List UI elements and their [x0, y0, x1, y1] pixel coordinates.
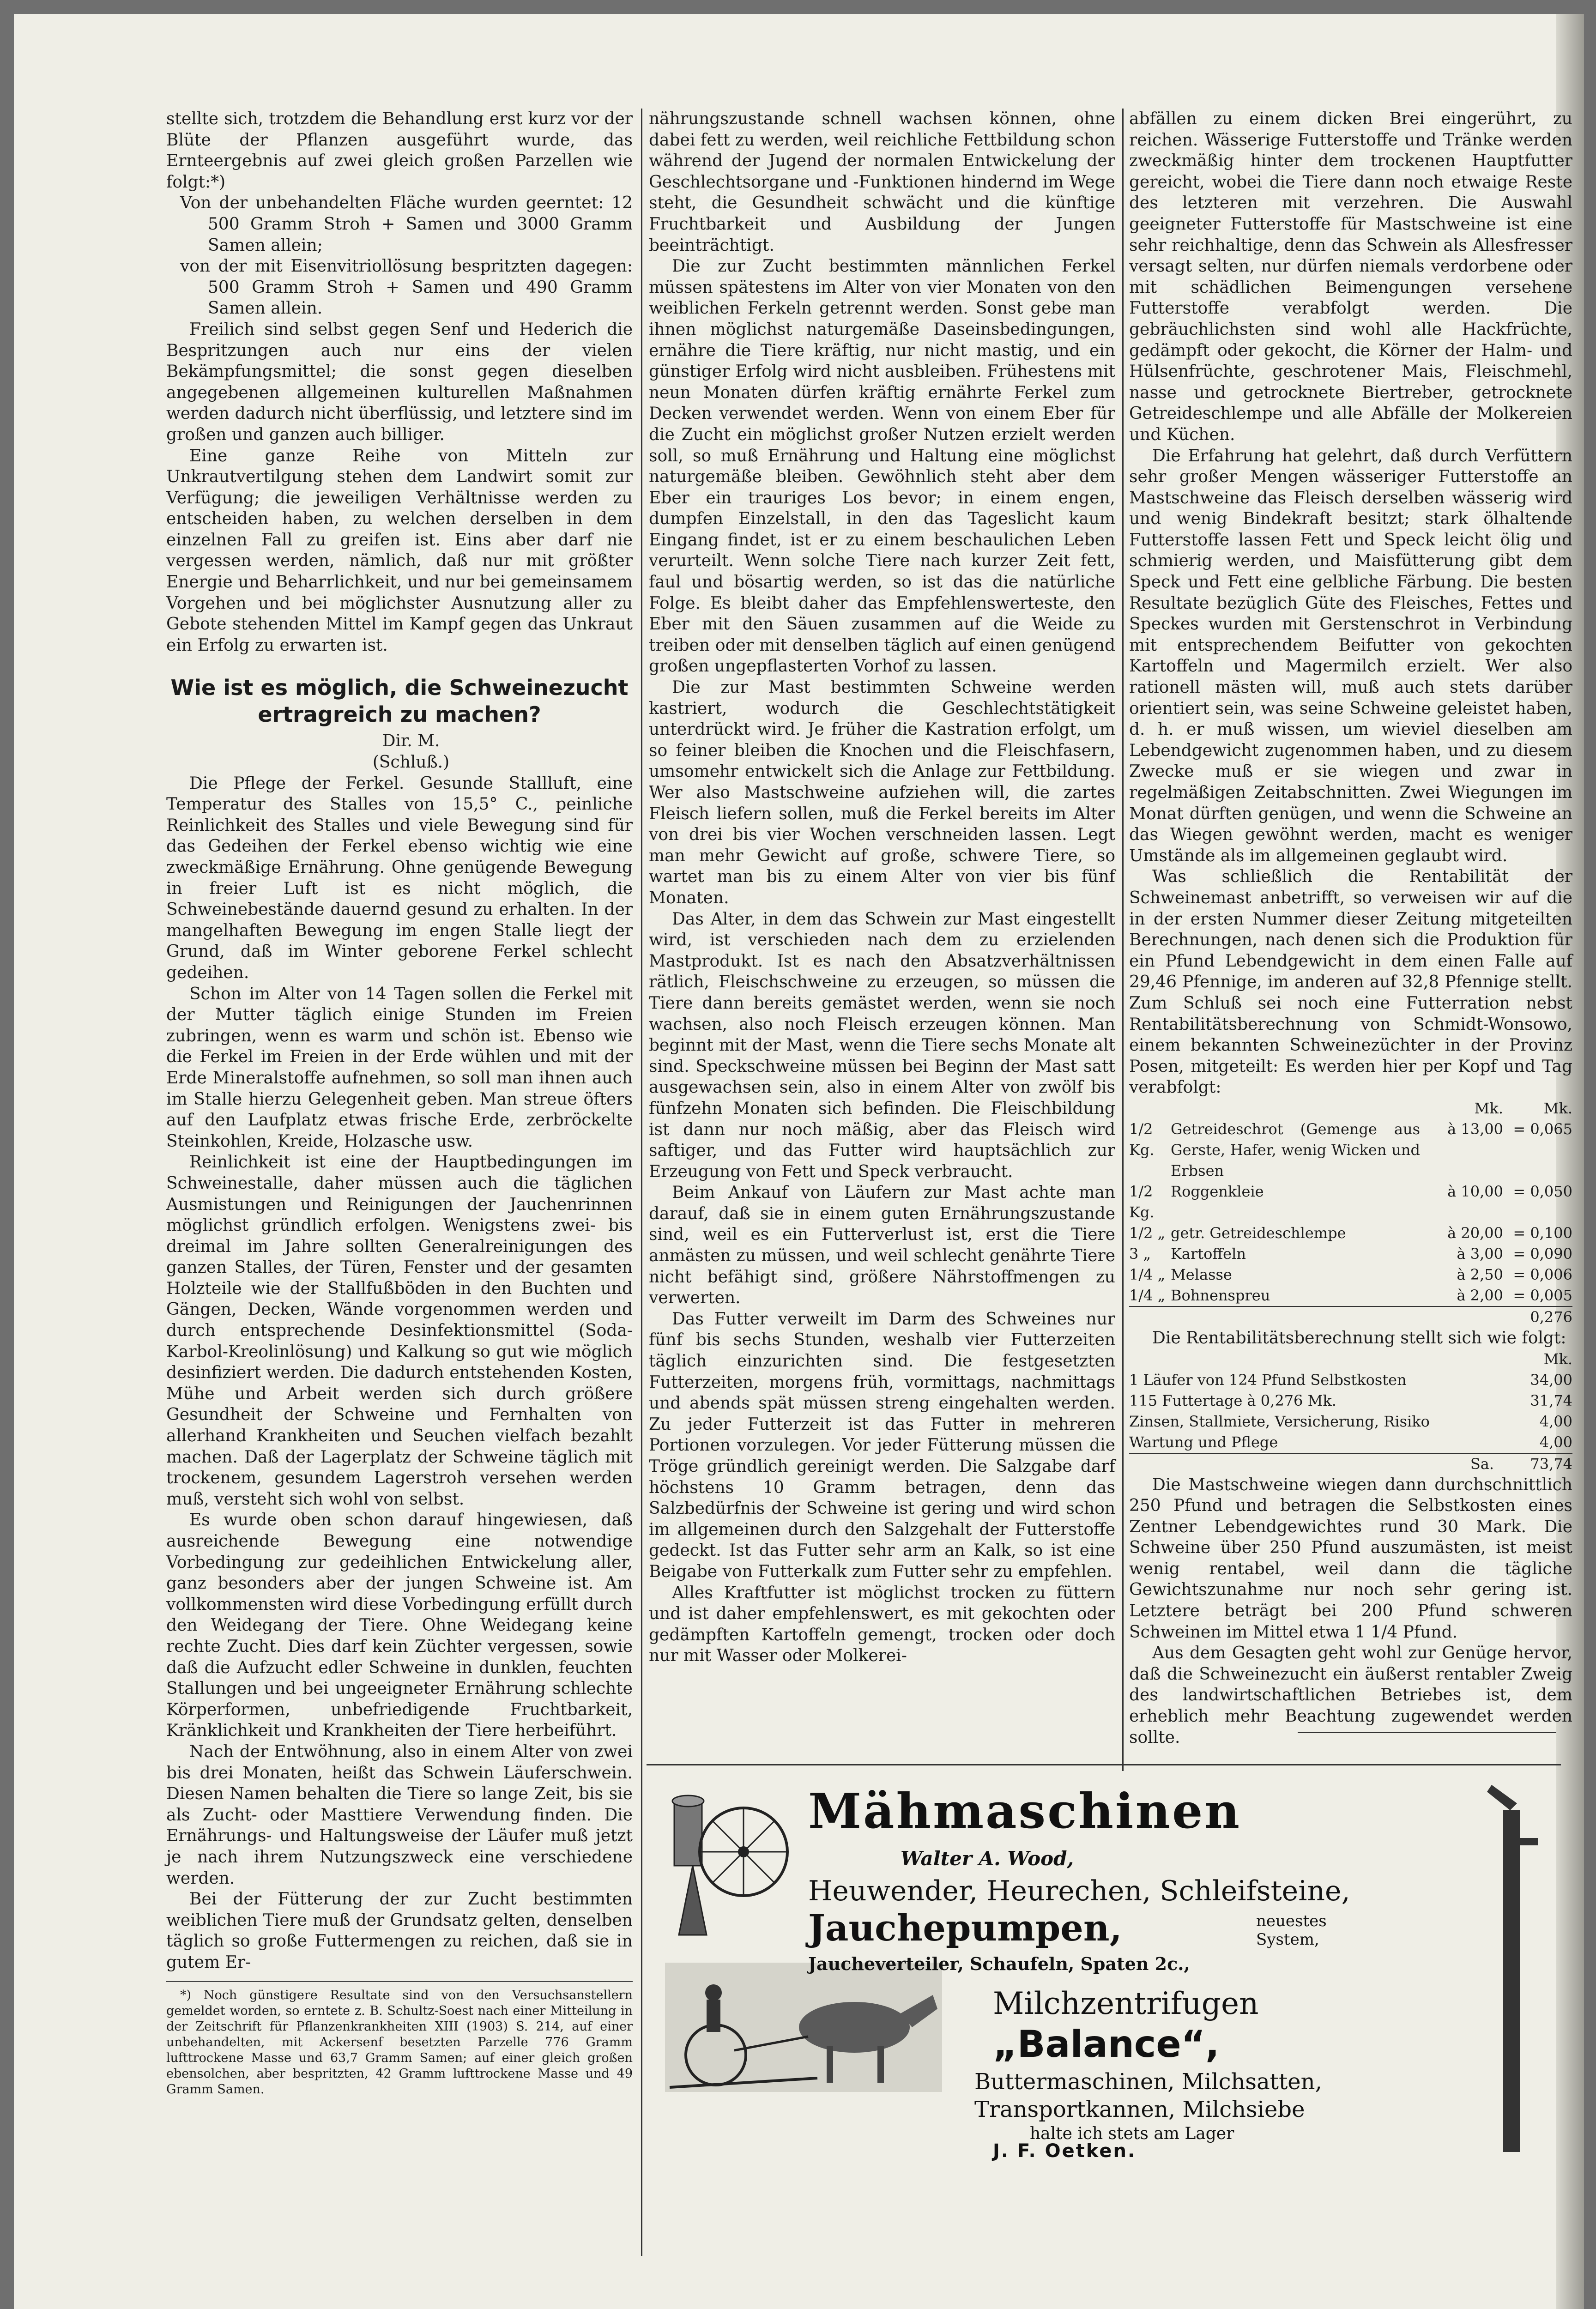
item-cell: Roggenkleie [1171, 1182, 1264, 1200]
total-label: Sa. [1470, 1455, 1494, 1473]
table-row [1129, 1244, 1572, 1264]
ad-line: Heuwender, Heurechen, Schleifsteine, [808, 1875, 1350, 1907]
pump-engraving-icon [1482, 1783, 1542, 2152]
item-cell: Melasse [1171, 1265, 1232, 1283]
table-header: Mk. [1543, 1099, 1572, 1117]
value-cell: 4,00 [1539, 1433, 1572, 1451]
section-divider [1298, 1732, 1556, 1733]
rate-cell: à 20,00 [1447, 1224, 1503, 1242]
table-row [1129, 1432, 1572, 1453]
advertisement [660, 1783, 1552, 2161]
author-line: Dir. M. [382, 731, 440, 751]
ad-title: Mähmaschinen [808, 1783, 1241, 1839]
rate-cell: à 3,00 [1457, 1245, 1503, 1263]
value-cell: = 0,006 [1513, 1265, 1572, 1283]
firm-name: J. F. Oetken. [993, 2140, 1137, 2162]
paragraph: Eine ganze Reihe von Mitteln zur Unkrautvertilgung stehen dem Landwirt somit zur Verfügung; die jeweiligen Verhältnisse werden zu entscheiden haben, zu welchen derselben in dem einzelnen Fall zu greifen ist. Eins aber darf nie vergessen werden, nämlich, daß nur mit größter Energie und Beharrlichkeit, und nur bei gemeinsamem Vorgehen und bei möglichster Ausnutzung aller zu Gebote stehenden Mittel im Kampf gegen das Unkraut ein Erfolg zu erwarten ist. [166, 446, 633, 655]
ad-line: Jauchepumpen, [808, 1907, 1122, 1949]
table-header: Mk. [1474, 1099, 1503, 1117]
item-cell: 1 Läufer von 124 Pfund Selbstkosten [1129, 1371, 1407, 1389]
table-row [1129, 1370, 1572, 1390]
rate-cell: à 10,00 [1447, 1182, 1503, 1200]
item-cell: Kartoffeln [1171, 1245, 1246, 1263]
paragraph: abfällen zu einem dicken Brei eingerührt, zu reichen. Wässerige Futterstoffe und Tränke werden zweckmäßig hinter dem trockenen Hauptfutter gereicht, wobei die Tiere dann noch etwaige Reste des letzteren mit verzehren. Die Auswahl geeigneter Futterstoffe für Mastschweine ist eine sehr reichhaltige, denn das Schwein als Allesfresser versagt selten, nur dürfen niemals verdorbene oder mit schädlichen Beimengungen versehene Futterstoffe verabfolgt werden. Die gebräuchlichsten sind wohl alle Hackfrüchte, gedämpft oder gekocht, die Körner der Halm- und Hülsenfrüchte, geschrotener Mais, Fleischmehl, nasse und getrocknete Biertreber, getrocknete Getreideschlempe und alle Abfälle der Molkereien und Küchen. [1129, 109, 1572, 444]
paragraph: Alles Kraftfutter ist möglichst trocken zu füttern und ist daher empfehlenswert, es mit gekochten oder gedämpften Kartoffeln gemengt, trocken oder doch nur mit Wasser oder Molkerei- [649, 1583, 1115, 1666]
value-cell: = 0,100 [1513, 1224, 1572, 1242]
section-divider [647, 1764, 1561, 1765]
paragraph: Beim Ankauf von Läufern zur Mast achte man darauf, daß sie in einem guten Ernährungszustande sind, weil es ein Futterverlust ist, erst die Tiere anmästen zu müssen, und weil schlecht genährte Tiere nicht befähigt sind, größere Nährstoffmengen zu verwerten. [649, 1183, 1115, 1308]
paragraph: von der mit Eisenvitriollösung bespritzten dagegen: 500 Gramm Stroh + Samen und 490 Gramm Samen allein. [180, 257, 633, 318]
column-rule [1122, 109, 1124, 1771]
paragraph: nährungszustande schnell wachsen können, ohne dabei fett zu werden, weil reichliche Fettbildung schon während der Jugend der normalen Entwickelung der Geschlechtsorgane und -Funktionen hindernd im Wege steht, die Gesundheit schwächt und die künftige Fruchtbarkeit und Ausbildung der Jungen beeinträchtigt. [649, 109, 1115, 255]
rate-cell: à 2,00 [1457, 1286, 1503, 1304]
quantity-cell: 1/2 „ [1129, 1224, 1166, 1242]
profitability-table [1129, 1349, 1572, 1475]
paragraph: Das Futter verweilt im Darm des Schweines nur fünf bis sechs Stunden, weshalb vier Futterzeiten täglich einzurichten sind. Die festgesetzten Futterzeiten, morgens früh, vormittags, nachmittags und abends spät müssen streng eingehalten werden. Zu jeder Futterzeit ist das Futter in mehreren Portionen vorzulegen. Vor jeder Fütterung müssen die Tröge gründlich gereinigt werden. Die Salzgabe darf höchstens 10 Gramm betragen, denn das Salzbedürfnis der Schweine ist gering und wird schon im allgemeinen durch den Salzgehalt der Futterstoffe gedeckt. Ist das Futter sehr arm an Kalk, so ist eine Beigabe von Futterkalk zum Futter sehr zu empfehlen. [649, 1309, 1115, 1581]
ad-line: halte ich stets am Lager [1030, 2124, 1234, 2143]
ad-line: Buttermaschinen, Milchsatten, [974, 2069, 1322, 2095]
quantity-cell: 1/2 Kg. [1129, 1182, 1155, 1221]
conclusion-note: (Schluß.) [372, 753, 450, 772]
table-row [1129, 1119, 1572, 1181]
column-1 [166, 109, 633, 2256]
item-cell: Getreideschrot (Gemenge aus Gerste, Hafer, wenig Wicken und Erbsen [1171, 1120, 1420, 1179]
table-row [1129, 1264, 1572, 1285]
newspaper-page [14, 14, 1584, 2309]
value-cell: = 0,050 [1513, 1182, 1572, 1200]
value-cell: 31,74 [1530, 1391, 1572, 1409]
paragraph: Die Rentabilitätsberechnung stellt sich wie folgt: [1152, 1328, 1566, 1348]
article-heading: Wie ist es möglich, die Schweinezucht ertragreich zu machen? [170, 675, 629, 727]
paragraph: Die zur Zucht bestimmten männlichen Ferkel müssen spätestens im Alter von vier Monaten von den weiblichen Ferkeln getrennt werden. Sonst gebe man ihnen möglichst naturgemäße Daseinsbedingungen, ernähre die Tiere kräftig, nur nicht mastig, und ein günstiger Erfolg wird nicht ausbleiben. Frühestens mit neun Monaten dürfen kräftig ernährte Ferkel zum Decken verwendet werden. Wenn von einem Eber für die Zucht ein möglichst großer Nutzen erzielt werden soll, so muß Ernährung und Haltung eine möglichst naturgemäße bleiben. Gewöhnlich steht aber dem Eber ein trauriges Los bevor; in einem engen, dumpfen Einzelstall, in den das Tageslicht kaum Eingang findet, ist er zu einem beschaulichen Leben verurteilt. Wenn solche Tiere nach kurzer Zeit fett, faul und bösartig werden, so ist das die natürliche Folge. Es bleibt daher das Empfehlenswerteste, den Eber mit den Säuen zusammen auf die Weide zu treiben oder mit denselben täglich auf einen genügend großen ungepflasterten Vorhof zu lassen. [649, 257, 1115, 676]
value-cell: = 0,065 [1513, 1120, 1572, 1138]
paragraph: Die zur Mast bestimmten Schweine werden kastriert, wodurch die Geschlechtstätigkeit unterdrückt wird. Je früher die Kastration erfolgt, um so feiner bleiben die Knochen und die Fleischfasern, umsomehr entwickelt sich die Anlage zur Fettbildung. Wer also Mastschweine aufziehen will, die zartes Fleisch liefern sollen, muß die Ferkel bereits im Alter von drei bis vier Wochen verschneiden lassen. Legt man mehr Gewicht auf große, schwere Tiere, so wartet man bis zu einem Alter von vier bis fünf Monaten. [649, 678, 1115, 907]
value-cell: 4,00 [1539, 1412, 1572, 1430]
paragraph: stellte sich, trotzdem die Behandlung erst kurz vor der Blüte der Pflanzen ausgeführt wurde, das Ernteergebnis auf zwei gleich großen Parzellen wie folgt:*) [166, 109, 633, 192]
ad-line: neuestes System, [1256, 1912, 1327, 1949]
column-rule [641, 109, 642, 2256]
quantity-cell: 1/4 „ [1129, 1286, 1166, 1304]
column-3 [1129, 109, 1572, 1747]
item-cell: Bohnenspreu [1171, 1286, 1270, 1304]
paragraph: Die Mastschweine wiegen dann durchschnittlich 250 Pfund und betragen die Selbstkosten eines Zentner Lebendgewichtes rund 30 Mark. Die Schweine über 250 Pfund auszumästen, ist meist wenig rentabel, weil dann die tägliche Gewichtszunahme nur noch sehr gering ist. Letztere beträgt bei 200 Pfund schweren Schweinen im Mittel etwa 1 1/4 Pfund. [1129, 1475, 1572, 1642]
footnote [166, 1981, 633, 2097]
paragraph: Die Pflege der Ferkel. Gesunde Stallluft, eine Temperatur des Stalles von 15,5° C., peinliche Reinlichkeit des Stalles und viele Bewegung sind für das Gedeihen der Ferkel ebenso wichtig wie eine zweckmäßige Ernährung. Ohne genügende Bewegung in freier Luft ist es nicht möglich, die Schweinebestände dauernd gesund zu erhalten. In der mangelhaften Bewegung im engen Stalle liegt der Grund, daß im Winter geborene Ferkel schlecht gedeihen. [166, 774, 633, 982]
table-row [1129, 1411, 1572, 1432]
ad-line: Milchzentrifugen [993, 1986, 1259, 2021]
rate-cell: à 13,00 [1447, 1120, 1503, 1138]
value-cell: 34,00 [1530, 1371, 1572, 1389]
paragraph: Es wurde oben schon darauf hingewiesen, daß ausreichende Bewegung eine notwendige Vorbedingung zur gedeihlichen Entwickelung aller, ganz besonders aber der jungen Schweine ist. Am vollkommensten wird diese Vorbedingung erfüllt durch den Weidegang der Tiere. Ohne Weidegang keine rechte Zucht. Dies darf kein Züchter vergessen, sowie daß die Aufzucht edler Schweine in dunklen, feuchten Stallungen und bei ungeeigneter Ernährung schlechte Körperformen, unbefriedigende Fruchtbarkeit, Kränklichkeit und Krankheiten der Tiere herbeiführt. [166, 1511, 633, 1741]
paragraph: Bei der Fütterung der zur Zucht bestimmten weiblichen Tiere muß der Grundsatz gelten, denselben täglich so große Futtermengen zu reichen, daß sie in gutem Er- [166, 1890, 633, 1972]
item-cell: 115 Futtertage à 0,276 Mk. [1129, 1391, 1336, 1409]
value-cell: = 0,005 [1513, 1286, 1572, 1304]
table-row [1129, 1181, 1572, 1223]
paragraph: Von der unbehandelten Fläche wurden geerntet: 12 500 Gramm Stroh + Samen und 3000 Gramm Samen allein; [180, 193, 633, 255]
table-total: 0,276 [1129, 1306, 1572, 1328]
ad-line: Walter A. Wood, [901, 1847, 1074, 1870]
item-cell: Zinsen, Stallmiete, Versicherung, Risiko [1129, 1412, 1430, 1430]
paragraph: Schon im Alter von 14 Tagen sollen die Ferkel mit der Mutter täglich einige Stunden im Freien zubringen, wenn es warm und schön ist. Ebenso wie die Ferkel im Freien in der Erde wühlen und mit der Erde Mineralstoffe aufnehmen, so soll man ihnen auch im Stalle hierzu Gelegenheit geben. Man streue öfters auf den Laufplatz etwas frische Erde, zerbröckelte Steinkohlen, Kreide, Holzasche usw. [166, 984, 633, 1151]
column-2 [649, 109, 1115, 1771]
item-cell: getr. Getreideschlempe [1171, 1224, 1346, 1242]
rate-cell: à 2,50 [1457, 1265, 1503, 1283]
horse-mower-engraving-icon [660, 1958, 947, 2097]
feed-ration-table [1129, 1098, 1572, 1328]
table-total: 73,74 [1530, 1455, 1572, 1473]
ad-line: Jaucheverteiler, Schaufeln, Spaten 2c., [808, 1953, 1190, 1974]
paragraph: Freilich sind selbst gegen Senf und Hederich die Bespritzungen auch nur eins der vielen Bekämpfungsmittel; die sonst gegen dieselben angegebenen allgemeinen kulturellen Maßnahmen werden dadurch nicht überflüssig, und letztere sind im großen und ganzen auch billiger. [166, 320, 633, 444]
footnote-text: *) Noch günstigere Resultate sind von den Versuchsanstellern gemeldet worden, so erntete z. B. Schultz-Soest nach einer Mitteilung in der Zeitschrift für Pflanzenkrankheiten XIII (1903) S. 214, auf einer unbehandelten, mit Ackersenf besetzten Parzelle 776 Gramm lufttrockene Masse und 63,7 Gramm Samen; auf einer gleich großen ebensolchen, aber bespritzten, 42 Gramm lufttrockene Masse und 49 Gramm Samen. [166, 1988, 633, 2097]
value-cell: = 0,090 [1513, 1245, 1572, 1263]
table-header: Mk. [1543, 1350, 1572, 1368]
paragraph: Was schließlich die Rentabilität der Schweinemast anbetrifft, so verweisen wir auf die in der ersten Nummer dieser Zeitung mitgeteilten Berechnungen, nach denen sich die Produktion für ein Pfund Lebendgewicht in dem einen Falle auf 29,46 Pfennige, im anderen auf 32,8 Pfennige stellt. Zum Schluß sei noch eine Futterration nebst Rentabilitätsberechnung von Schmidt-Wonsowo, einem bekannten Schweinezüchter in der Provinz Posen, mitgeteilt: Es werden hier per Kopf und Tag verabfolgt: [1129, 867, 1572, 1097]
table-row [1129, 1223, 1572, 1244]
centrifuge-engraving-icon [660, 1783, 790, 1940]
ad-line: Transportkannen, Milchsiebe [974, 2097, 1305, 2122]
quantity-cell: 1/2 Kg. [1129, 1120, 1155, 1159]
ad-line: „Balance“, [993, 2023, 1220, 2066]
paragraph: Die Erfahrung hat gelehrt, daß durch Verfüttern sehr großer Mengen wässeriger Futterstoffe an Mastschweine das Fleisch derselben wässerig wird und wenig Bindekraft besitzt; stark ölhaltende Futterstoffe lassen Fett und Speck leicht ölig und schmierig werden, und Maisfütterung gibt dem Speck und Fett eine gelbliche Färbung. Die besten Resultate bezüglich Güte des Fleisches, Fettes und Speckes wurden mit Gerstenschrot in Verbindung mit entsprechendem Beifutter von gekochten Kartoffeln und Magermilch erzielt. Wer also rationell mästen will, muß auch stets darüber orientiert sein, was seine Schweine geleistet haben, d. h. er muß wissen, um wieviel dieselben am Lebendgewicht zugenommen haben, und zu diesem Zwecke muß er sie wiegen und zwar in regelmäßigen Zeitabschnitten. Zwei Wiegungen im Monat dürften genügen, und wenn die Schweine an das Wiegen gewöhnt werden, macht es weniger Umstände als im allgemeinen geglaubt wird. [1129, 446, 1572, 865]
table-row [1129, 1285, 1572, 1306]
paragraph: Aus dem Gesagten geht wohl zur Genüge hervor, daß die Schweinezucht ein äußerst rentabler Zweig des landwirtschaftlichen Betriebes ist, dem erheblich mehr Beachtung zugewendet werden sollte. [1129, 1644, 1572, 1747]
paragraph: Nach der Entwöhnung, also in einem Alter von zwei bis drei Monaten, heißt das Schwein Läuferschwein. Diesen Namen behalten die Tiere so lange Zeit, bis sie als Zucht- oder Masttiere Verwendung finden. Die Ernährungs- und Haltungsweise der Läufer muß jetzt je nach ihrem Nutzungszweck eine verschiedene werden. [166, 1742, 633, 1888]
paragraph: Reinlichkeit ist eine der Hauptbedingungen im Schweinestalle, daher müssen auch die täglichen Ausmistungen und Reinigungen der Jauchenrinnen möglichst gründlich erfolgen. Wenigstens zwei- bis dreimal im Jahre sollten Generalreinigungen des ganzen Stalles, der Türen, Fenster und der gesamten Holzteile wie der Stallfußböden in den Buchten und Gängen, Decken, Wände vorgenommen werden und durch entsprechende Desinfektionsmittel (Soda-Karbol-Kreolinlösung) und Kalkung so gut wie möglich desinfiziert werden. Die dadurch entstehenden Kosten, Mühe und Arbeit werden sich durch größere Gesundheit der Schweine und Fernhalten von allerhand Krankheiten und Seuchen vielfach bezahlt machen. Daß der Lagerplatz der Schweine täglich mit trockenem, gesundem Lagerstroh versehen werden muß, versteht sich wohl von selbst. [166, 1153, 633, 1509]
quantity-cell: 1/4 „ [1129, 1265, 1166, 1283]
quantity-cell: 3 „ [1129, 1245, 1151, 1263]
paragraph: Das Alter, in dem das Schwein zur Mast eingestellt wird, ist verschieden nach dem zu erzielenden Mastprodukt. Ist es nach den Absatzverhältnissen rätlich, Fleischschweine zu erzeugen, so müssen die Tiere dann bereits gemästet werden, wenn sie noch wachsen, also noch Fleisch erzeugen können. Man beginnt mit der Mast, wenn die Tiere sechs Monate alt sind. Speckschweine müssen bei Beginn der Mast satt ausgewachsen sein, also in einem Alter von zwölf bis fünfzehn Monaten sich befinden. Die Fleischbildung ist dann nur noch mäßig, aber das Fleisch wird saftiger, und das Futter wird hauptsächlich zur Erzeugung von Fett und Speck verbraucht. [649, 909, 1115, 1181]
item-cell: Wartung und Pflege [1129, 1433, 1278, 1451]
table-row [1129, 1390, 1572, 1411]
